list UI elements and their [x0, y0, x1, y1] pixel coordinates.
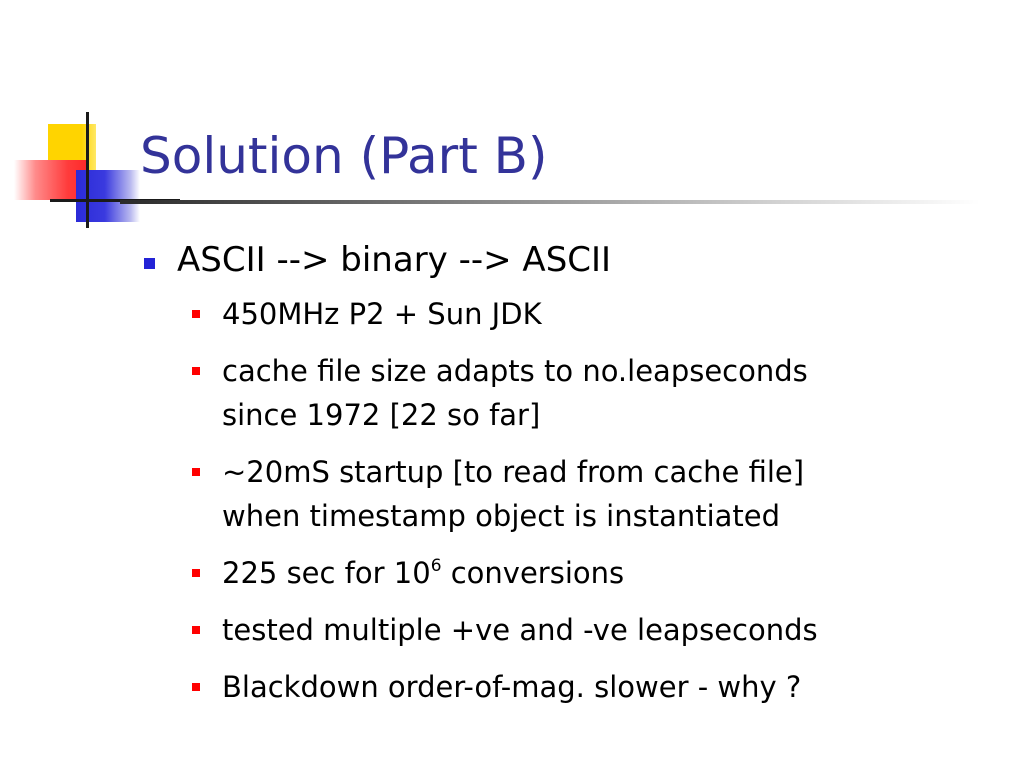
sub-bullet-item [192, 665, 1000, 709]
sub-bullet-text: ~20mS startup [to read from cache file] [222, 455, 805, 489]
sub-bullet-text: Blackdown order-of-mag. slower - why ? [222, 670, 802, 704]
sub-bullet-item [192, 608, 1000, 652]
square-bullet-icon [144, 258, 155, 269]
slide-title: Solution (Part B) [140, 127, 548, 185]
sub-bullet-list [140, 292, 1000, 709]
sub-bullet-item [192, 450, 1000, 538]
sub-bullet-item [192, 551, 1000, 595]
sub-bullet-text: tested multiple +ve and -ve leapseconds [222, 613, 818, 647]
title-underline [120, 200, 980, 204]
square-bullet-icon [192, 626, 200, 634]
square-bullet-icon [192, 683, 200, 691]
sub-bullet-text: cache file size adapts to no.leapseconds [222, 354, 808, 388]
logo-vertical-line [86, 112, 89, 228]
bullet-level1-text: ASCII --> binary --> ASCII [177, 240, 612, 280]
sub-bullet-text-before: 225 sec for 10 [222, 556, 431, 590]
square-bullet-icon [192, 367, 200, 375]
sub-bullet-text: since 1972 [22 so far] [222, 398, 541, 432]
superscript-exponent: 6 [430, 556, 442, 576]
sub-bullet-item [192, 292, 1000, 336]
sub-bullet-item [192, 349, 1000, 437]
slide-body [140, 234, 1000, 722]
sub-bullet-text: 450MHz P2 + Sun JDK [222, 297, 542, 331]
square-bullet-icon [192, 569, 200, 577]
sub-bullet-text-after: conversions [441, 556, 625, 590]
sub-bullet-text [222, 551, 1000, 595]
sub-bullet-text: when timestamp object is instantiated [222, 499, 781, 533]
square-bullet-icon [192, 310, 200, 318]
square-bullet-icon [192, 468, 200, 476]
bullet-level1 [140, 234, 1000, 286]
